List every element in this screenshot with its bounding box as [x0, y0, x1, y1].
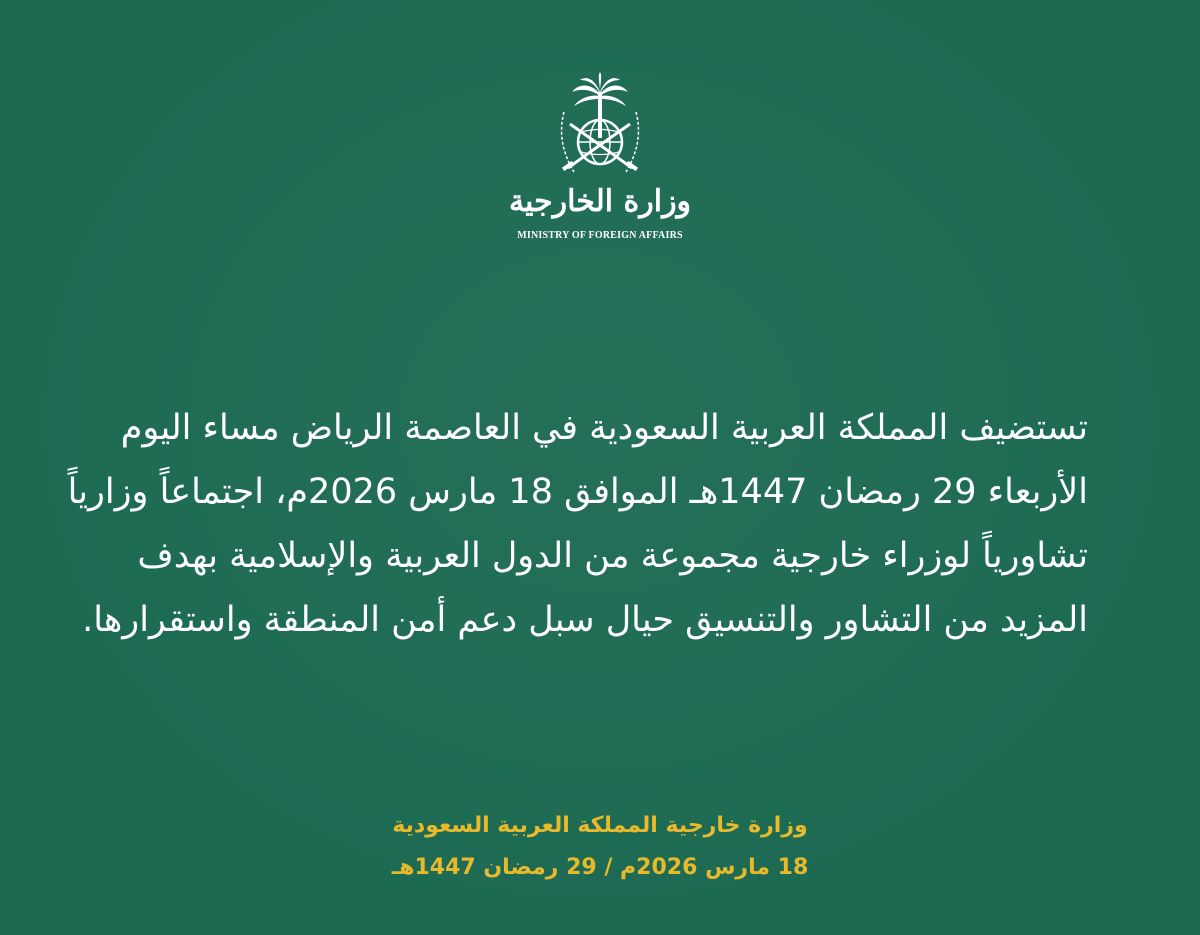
- saudi-emblem-icon: [550, 72, 650, 182]
- ministry-name-english: MINISTRY OF FOREIGN AFFAIRS: [517, 230, 683, 241]
- statement-line: تستضيف المملكة العربية السعودية في العاصمة الرياض مساء اليوم: [120, 408, 1088, 448]
- ministry-logo: [500, 72, 700, 252]
- ministry-name-arabic: وزارة الخارجية: [508, 184, 692, 219]
- statement-body: [67, 396, 1088, 652]
- footer: [300, 806, 900, 890]
- issue-date: 18 مارس 2026م / 29 رمضان 1447هـ: [391, 855, 809, 880]
- issuer-name: وزارة خارجية المملكة العربية السعودية: [392, 813, 808, 838]
- statement-line: الأربعاء 29 رمضان 1447هـ الموافق 18 مارس 2026م، اجتماعاً وزارياً: [67, 472, 1088, 512]
- statement-line: تشاورياً لوزراء خارجية مجموعة من الدول العربية والإسلامية بهدف: [137, 536, 1088, 576]
- statement-line: المزيد من التشاور والتنسيق حيال سبل دعم أمن المنطقة واستقرارها.: [82, 600, 1088, 640]
